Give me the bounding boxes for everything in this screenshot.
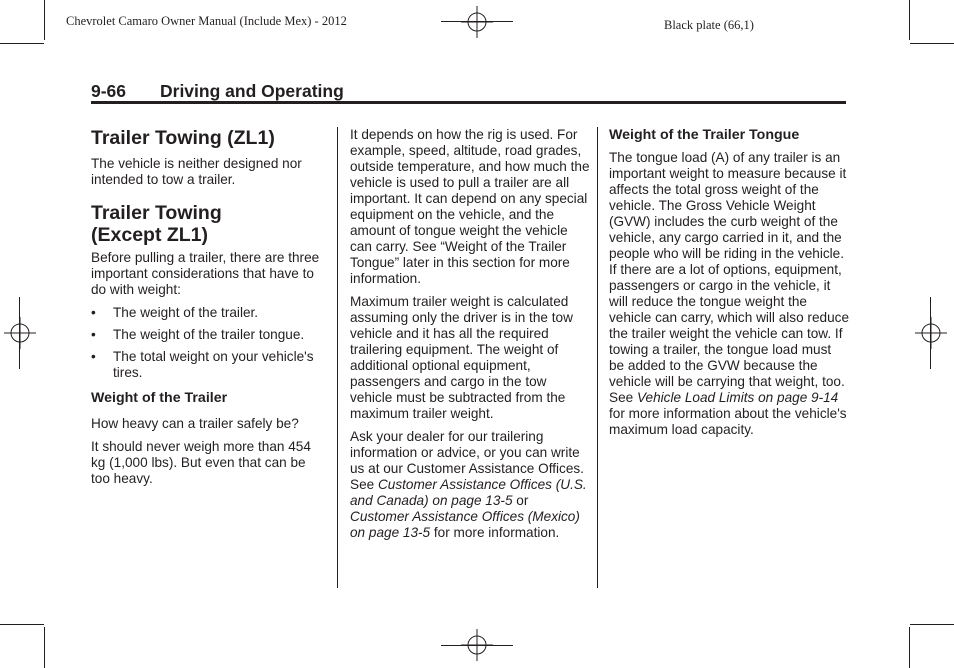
- column-2: [350, 127, 590, 548]
- section-heading-line: Trailer Towing: [91, 202, 222, 224]
- list-item: [91, 305, 323, 321]
- bullet-icon: •: [91, 327, 96, 342]
- crop-mark: [930, 297, 931, 369]
- chapter-title: Driving and Operating: [160, 81, 344, 101]
- bullet-icon: •: [91, 305, 96, 320]
- crop-mark: [44, 0, 45, 40]
- column-3: [609, 127, 849, 445]
- section-heading: Trailer Towing (ZL1): [91, 127, 275, 149]
- paragraph: [350, 429, 590, 541]
- list-item-text: The total weight on your vehicle's tires.: [113, 349, 314, 380]
- paragraph-text: or: [512, 493, 529, 508]
- cross-reference-link[interactable]: Customer Assistance Offices (Mexico) on page 13-5: [350, 509, 580, 540]
- paragraph: Maximum trailer weight is calculated assuming only the driver is in the tow vehicle and it has all the required trailering equipment. The weight of additional optional equipment, passengers and cargo in the tow vehicle must be subtracted from the maximum trailer weight.: [350, 294, 573, 421]
- crop-mark: [441, 21, 513, 22]
- paragraph: The tongue load (A) of any trailer is an important weight to measure because it affects the total gross weight of the vehicle. The Gross Vehicle Weight (GVW) includes the curb weight of the vehicle, any cargo carried in it, and the people who will be riding in the vehicle.: [609, 150, 847, 261]
- cross-reference-link[interactable]: Customer Assistance Offices (U.S. and Canada) on page 13-5: [350, 477, 587, 508]
- column-divider: [337, 127, 338, 588]
- crop-mark: [910, 624, 954, 625]
- crop-mark: [910, 43, 954, 44]
- column-1: [91, 127, 323, 494]
- page-number: 9-66: [91, 81, 127, 101]
- subsection-heading: Weight of the Trailer Tongue: [609, 127, 800, 143]
- header-rule: [91, 101, 846, 104]
- print-header-title: Chevrolet Camaro Owner Manual (Include Mex) - 2012: [66, 14, 347, 28]
- paragraph: How heavy can a trailer safely be?: [91, 416, 299, 431]
- list-item-text: The weight of the trailer.: [113, 305, 259, 320]
- crop-mark: [909, 627, 910, 668]
- crop-mark: [0, 43, 44, 44]
- paragraph: It should never weigh more than 454 kg (1,000 lbs). But even that can be too heavy.: [91, 439, 311, 486]
- crop-mark: [44, 627, 45, 668]
- registration-mark-icon: [4, 317, 36, 349]
- paragraph-text: for more information.: [430, 525, 560, 540]
- list-item-text: The weight of the trailer tongue.: [113, 327, 305, 342]
- print-header-plate: Black plate (66,1): [664, 18, 754, 32]
- bullet-list: [91, 305, 323, 381]
- bullet-icon: •: [91, 349, 96, 364]
- crop-mark: [19, 297, 20, 369]
- paragraph: The vehicle is neither designed nor intended to tow a trailer.: [91, 156, 302, 187]
- list-item: [91, 327, 323, 343]
- list-item: [91, 349, 323, 381]
- crop-mark: [909, 0, 910, 40]
- paragraph-text: for more information about the vehicle's maximum load capacity.: [609, 406, 847, 437]
- crop-mark: [0, 624, 44, 625]
- paragraph: It depends on how the rig is used. For example, speed, altitude, road grades, outside temperature, and how much the vehicle is used to pull a trailer are all important. It can depend on any special equipment on the vehicle, and the amount of tongue weight the vehicle can carry. See “Weight of the Trailer Tongue” later in this section for more information.: [350, 127, 590, 286]
- column-divider: [597, 127, 598, 588]
- cross-reference-link[interactable]: Vehicle Load Limits on page 9-14: [636, 390, 839, 405]
- crop-mark: [441, 645, 513, 646]
- running-head: [91, 81, 846, 102]
- registration-mark-icon: [461, 6, 493, 38]
- section-heading: [91, 202, 323, 246]
- paragraph-text: If there are a lot of options, equipment, passengers or cargo in the vehicle, it will reduce the tongue weight the vehicle can carry, which will also reduce the trailer weight the vehicle can tow. If towing a trailer, the tongue load must be added to the GVW because the vehicle will be carrying that weight, too. See: [609, 262, 850, 405]
- section-heading-line: (Except ZL1): [91, 224, 209, 246]
- paragraph-text: Ask your dealer for our trailering information or advice, or you can write us at our Customer Assistance Offices. See: [350, 429, 584, 492]
- paragraph: [609, 262, 849, 438]
- subsection-heading: Weight of the Trailer: [91, 390, 228, 406]
- registration-mark-icon: [915, 317, 947, 349]
- paragraph: Before pulling a trailer, there are three important considerations that have to do with weight:: [91, 250, 320, 297]
